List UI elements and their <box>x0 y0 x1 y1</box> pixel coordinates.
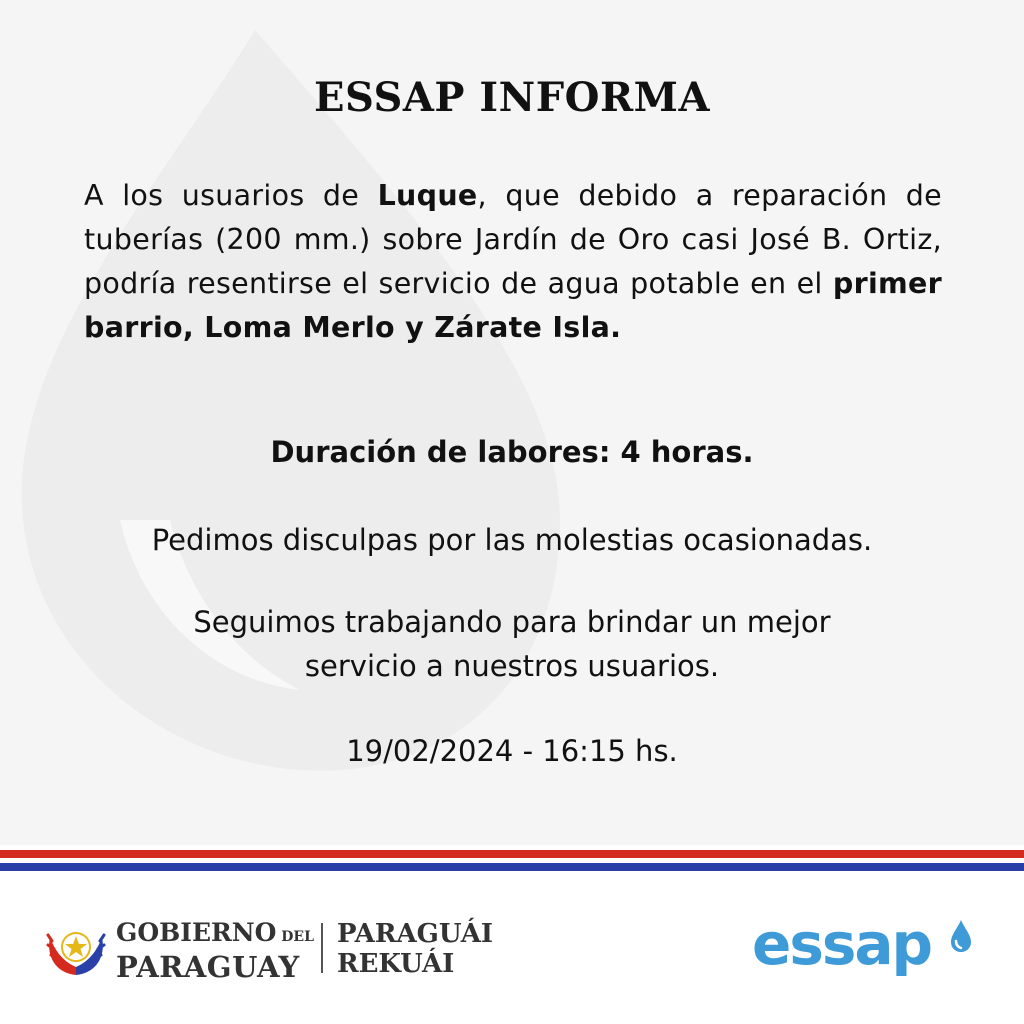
notice-city: Luque <box>377 179 478 212</box>
notice-details: , que debido a reparación de tuberías (200 mm.) sobre Jardín de Oro casi José B. Ortiz, podría resentirse el servicio de agua potable en el <box>84 179 942 300</box>
government-name <box>116 919 316 983</box>
notice-intro: A los usuarios de <box>84 179 378 212</box>
notice-areas: primer barrio, Loma Merlo y Zárate Isla. <box>84 267 942 344</box>
slogan-line-2: REKUÁI <box>337 949 455 979</box>
government-slogan <box>337 919 517 979</box>
essap-logo <box>752 910 980 983</box>
apology-text: Pedimos disculpas por las molestias ocasionadas. <box>151 523 873 557</box>
gov-line-1-del: DEL <box>276 929 314 945</box>
gov-line-1: GOBIERNO <box>116 918 277 947</box>
commitment-line-2: servicio a nuestros usuarios. <box>304 649 720 683</box>
gov-line-2: PARAGUAY <box>116 950 300 984</box>
duration-text: Duración de labores: 4 horas. <box>270 435 754 469</box>
flag-stripe-blue <box>0 863 1024 871</box>
page-title: ESSAP INFORMA <box>314 74 710 121</box>
paraguay-emblem-icon <box>42 915 110 983</box>
government-logo <box>42 915 512 985</box>
commitment-text <box>40 600 984 688</box>
slogan-line-1: PARAGUÁI <box>337 919 494 949</box>
notice-paragraph <box>84 174 942 350</box>
commitment-line-1: Seguimos trabajando para brindar un mejor <box>193 605 831 639</box>
flag-stripe-red <box>0 850 1024 858</box>
water-drop-icon <box>948 919 974 953</box>
datetime-text: 19/02/2024 - 16:15 hs. <box>346 734 678 768</box>
logo-divider <box>321 923 323 973</box>
essap-wordmark: essap <box>752 910 932 978</box>
